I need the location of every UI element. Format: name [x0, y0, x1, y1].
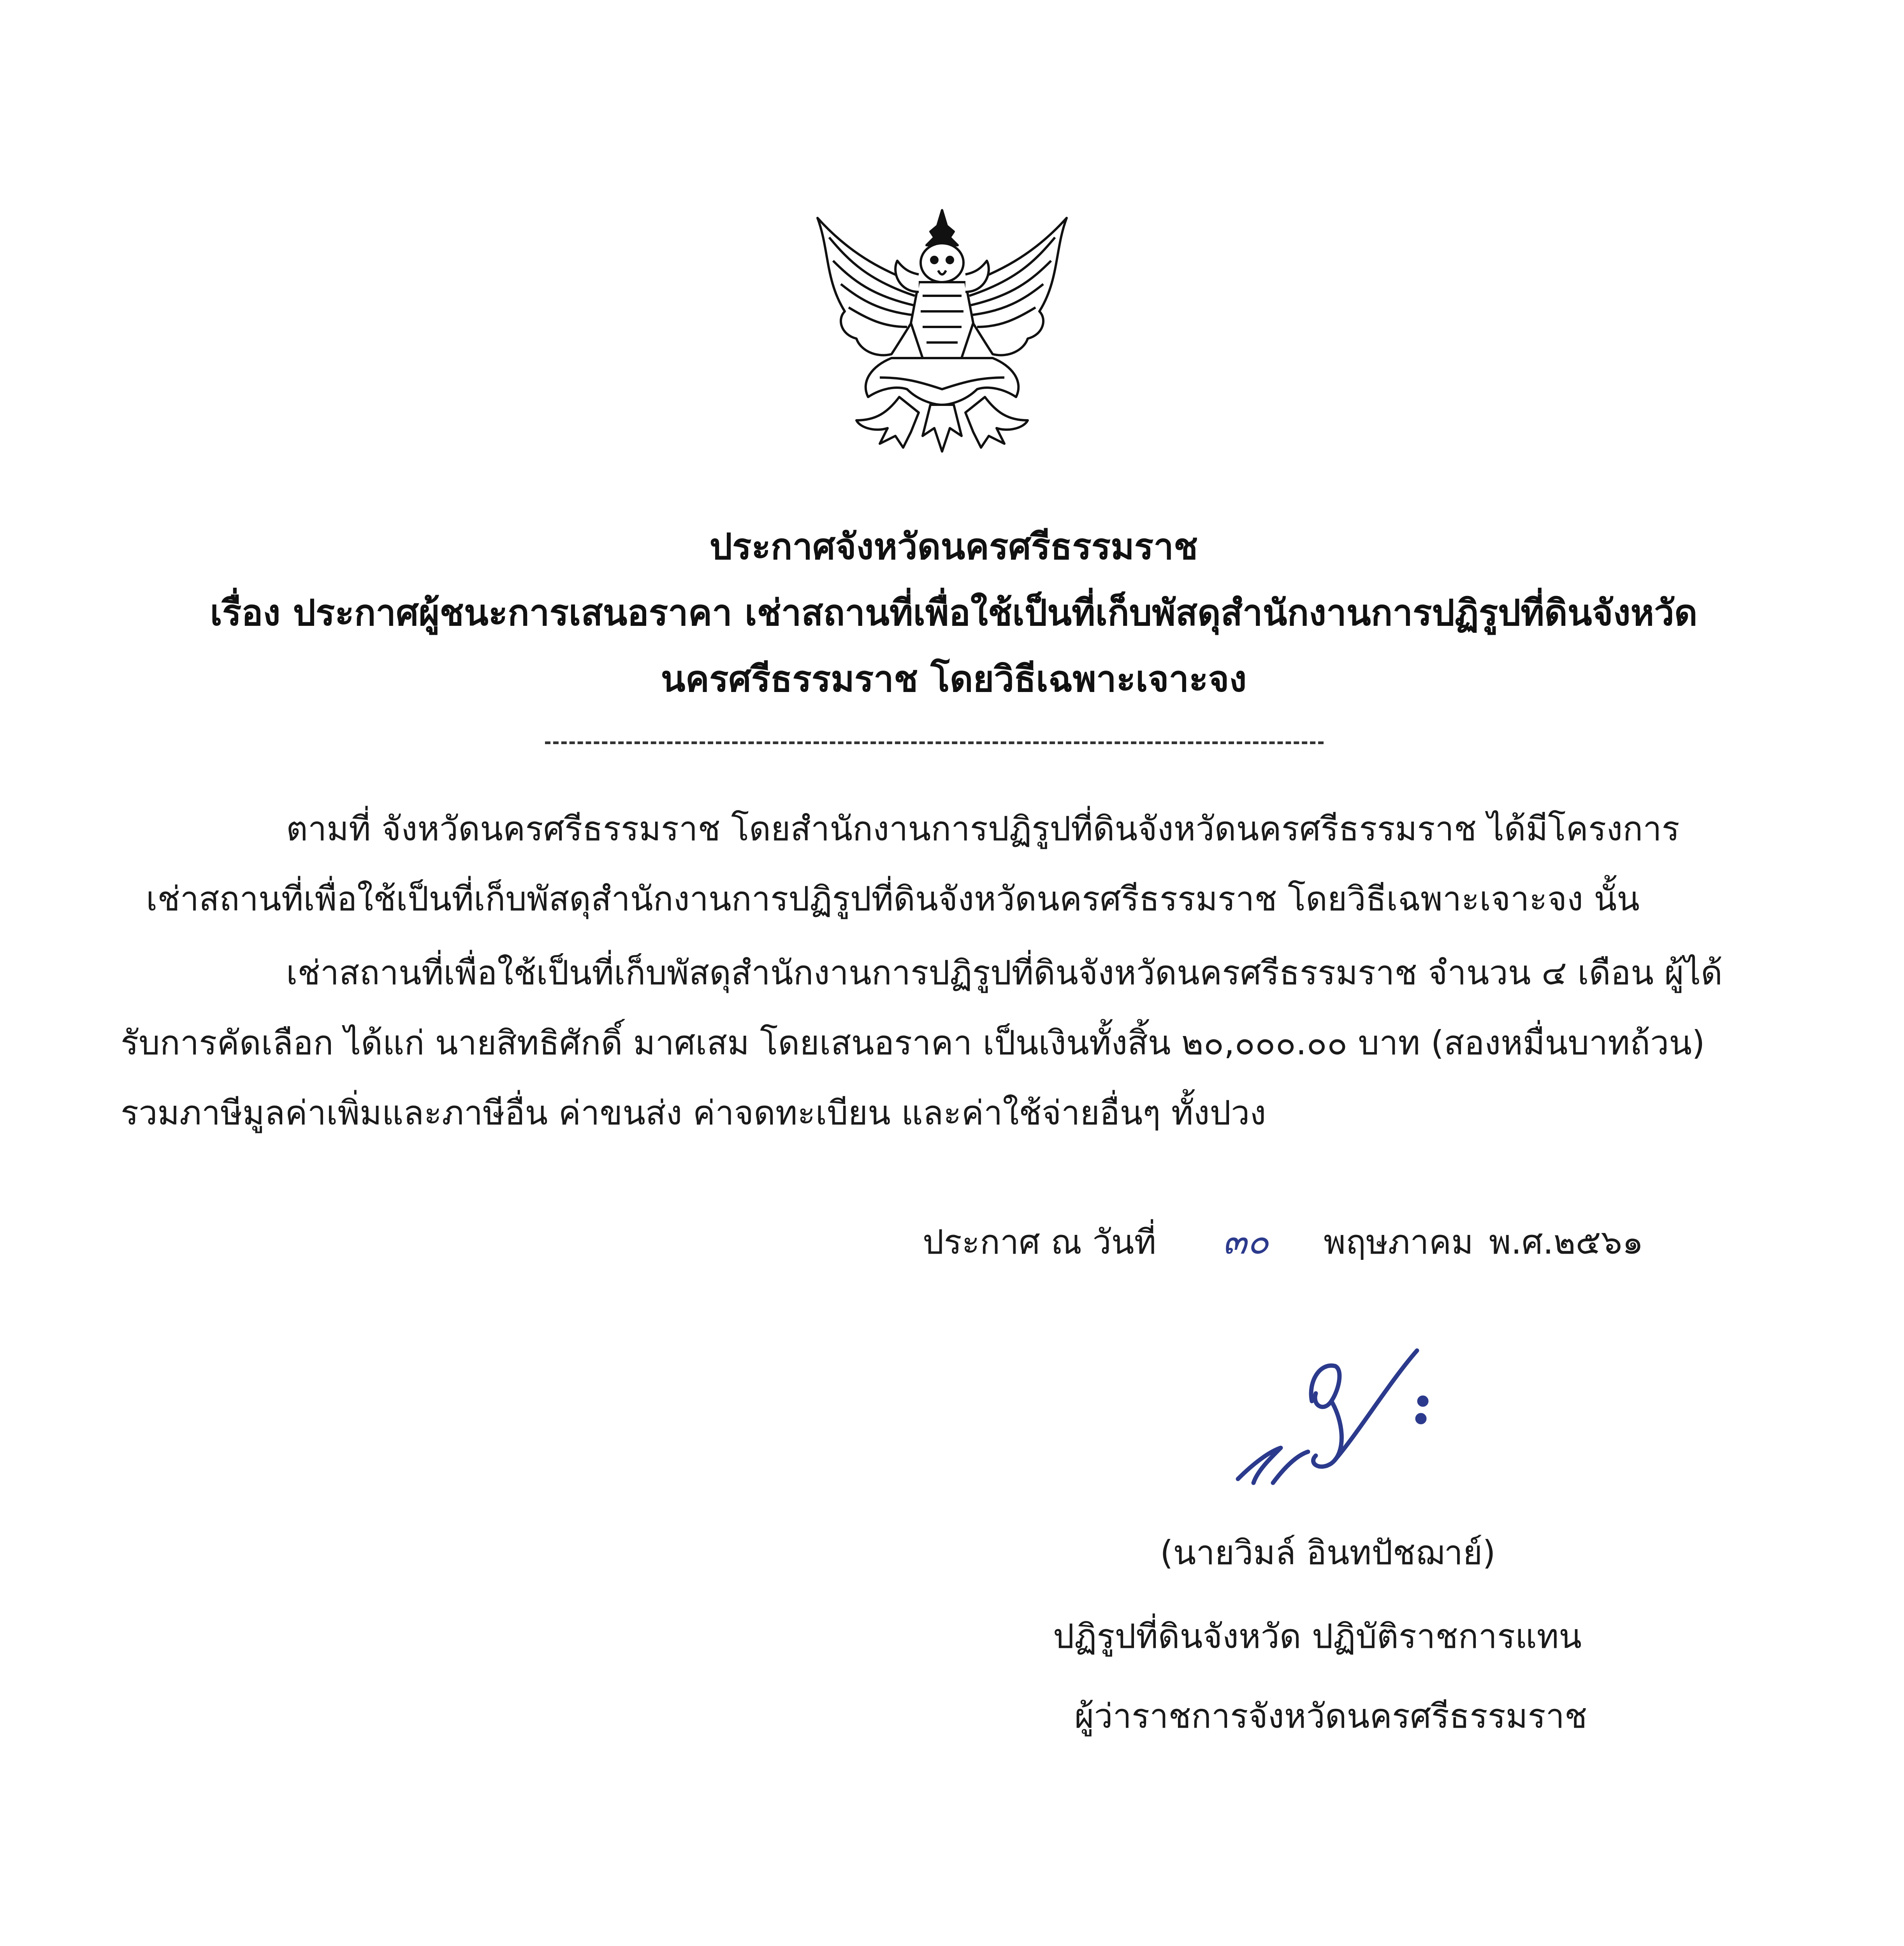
date-prefix: ประกาศ ณ วันที่	[923, 1223, 1157, 1262]
body-paragraph-1-line-1: ตามที่ จังหวัดนครศรีธรรมราช โดยสำนักงานการปฏิรูปที่ดินจังหวัดนครศรีธรรมราช ได้มีโครงการ	[286, 810, 1680, 848]
heading-divider	[545, 741, 1324, 744]
body-paragraph-1-line-2: เช่าสถานที่เพื่อใช้เป็นที่เก็บพัสดุสำนักงานการปฏิรูปที่ดินจังหวัดนครศรีธรรมราช โดยวิธีเฉพาะเจาะจง นั้น	[146, 880, 1640, 919]
signer-position-2: ผู้ว่าราชการจังหวัดนครศรีธรรมราช	[1074, 1697, 1588, 1736]
date-year: พ.ศ.๒๕๖๑	[1489, 1223, 1644, 1262]
handwritten-signature	[1226, 1335, 1444, 1502]
signer-position-1: ปฏิรูปที่ดินจังหวัด ปฏิบัติราชการแทน	[1053, 1617, 1582, 1656]
body-paragraph-2-line-1: เช่าสถานที่เพื่อใช้เป็นที่เก็บพัสดุสำนักงานการปฏิรูปที่ดินจังหวัดนครศรีธรรมราช จำนวน ๔ เดือน ผู้ได้	[286, 954, 1723, 992]
body-paragraph-2-line-3: รวมภาษีมูลค่าเพิ่มและภาษีอื่น ค่าขนส่ง ค่าจดทะเบียน และค่าใช้จ่ายอื่นๆ ทั้งปวง	[121, 1094, 1266, 1133]
heading-title: ประกาศจังหวัดนครศรีธรรมราช	[709, 526, 1198, 567]
heading-subject: เรื่อง ประกาศผู้ชนะการเสนอราคา เช่าสถานที่เพื่อใช้เป็นที่เก็บพัสดุสำนักงานการปฏิรูปที่ดินจังหวัด	[210, 592, 1698, 634]
signer-name: (นายวิมล์ อินทปัชฌาย์)	[1160, 1533, 1496, 1572]
heading-subject-cont: นครศรีธรรมราช โดยวิธีเฉพาะเจาะจง	[661, 658, 1247, 700]
date-month: พฤษภาคม	[1324, 1223, 1473, 1262]
date-day: ๓๐	[1222, 1221, 1269, 1262]
body-paragraph-2-line-2: รับการคัดเลือก ได้แก่ นายสิทธิศักดิ์ มาศเสม โดยเสนอราคา เป็นเงินทั้งสิ้น ๒๐,๐๐๐.๐๐ บาท (สองหมื่นบาทถ้วน)	[121, 1024, 1705, 1063]
announcement-heading	[117, 514, 1791, 712]
garuda-emblem-icon	[802, 195, 1082, 467]
announcement-date	[923, 1218, 1644, 1266]
